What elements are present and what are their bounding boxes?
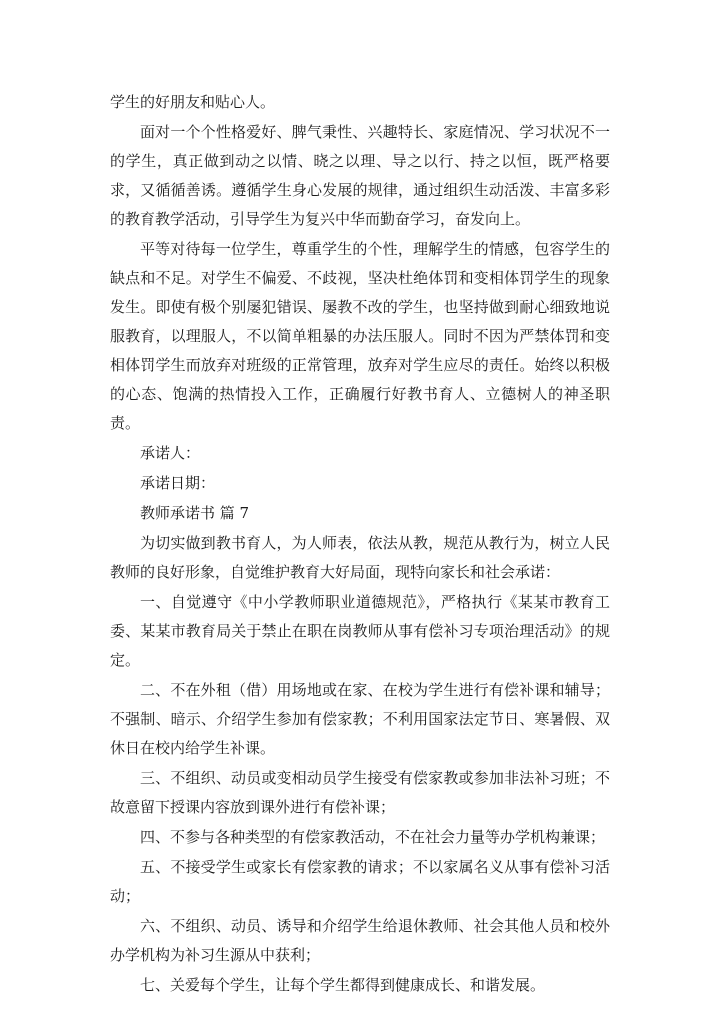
paragraph-intro: 为切实做到教书育人，为人师表，依法从教，规范从教行为，树立人民教师的良好形象，自觉维护教育大好局面，现特向家长和社会承诺： xyxy=(110,534,610,581)
pledge-item-6: 六、不组织、动员、诱导和介绍学生给退休教师、社会其他人员和校外办学机构为补习生源从中获利； xyxy=(110,917,610,964)
pledge-item-4: 四、不参与各种类型的有偿家教活动，不在社会力量等办学机构兼课； xyxy=(140,828,606,846)
pledge-item-2: 二、不在外租（借）用场地或在家、在校为学生进行有偿补课和辅导；不强制、暗示、介绍学生参加有偿家教；不利用国家法定节日、寒暑假、双休日在校内给学生补课。 xyxy=(110,681,610,757)
promise-date-label: 承诺日期： xyxy=(140,474,216,492)
promisor-label: 承诺人： xyxy=(140,444,201,462)
paragraph-equality: 平等对待每一位学生，尊重学生的个性，理解学生的情感，包容学生的缺点和不足。对学生不偏爱、不歧视，坚决杜绝体罚和变相体罚学生的现象发生。即使有极个别屡犯错误、屡教不改的学生，也坚持做到耐心细致地说服教育，以理服人，不以简单粗暴的办法压服人。同时不因为严禁体罚和变相体罚学生而放弃对班级的正常管理，放弃对学生应尽的责任。始终以积极的心态、饱满的热情投入工作，正确履行好教书育人、立德树人的神圣职责。 xyxy=(110,240,610,432)
paragraph-continuation: 学生的好朋友和贴心人。 xyxy=(110,93,276,111)
pledge-item-3: 三、不组织、动员或变相动员学生接受有偿家教或参加非法补习班；不故意留下授课内容放到课外进行有偿补课； xyxy=(110,769,610,816)
pledge-item-1: 一、自觉遵守《中小学教师职业道德规范》，严格执行《某某市教育工委、某某市教育局关于禁止在职在岗教师从事有偿补习专项治理活动》的规定。 xyxy=(110,593,610,669)
section-heading: 教师承诺书 篇 7 xyxy=(140,504,250,522)
pledge-item-5: 五、不接受学生或家长有偿家教的请求；不以家属名义从事有偿补习活动； xyxy=(110,858,610,905)
pledge-item-7: 七、关爱每个学生，让每个学生都得到健康成长、和谐发展。 xyxy=(140,976,546,994)
document-body xyxy=(110,88,610,1000)
paragraph-individuality: 面对一个个性格爱好、脾气秉性、兴趣特长、家庭情况、学习状况不一的学生，真正做到动之以情、晓之以理、导之以行、持之以恒，既严格要求，又循循善诱。遵循学生身心发展的规律，通过组织生动活泼、丰富多彩的教育教学活动，引导学生为复兴中华而勤奋学习，奋发向上。 xyxy=(110,123,610,228)
